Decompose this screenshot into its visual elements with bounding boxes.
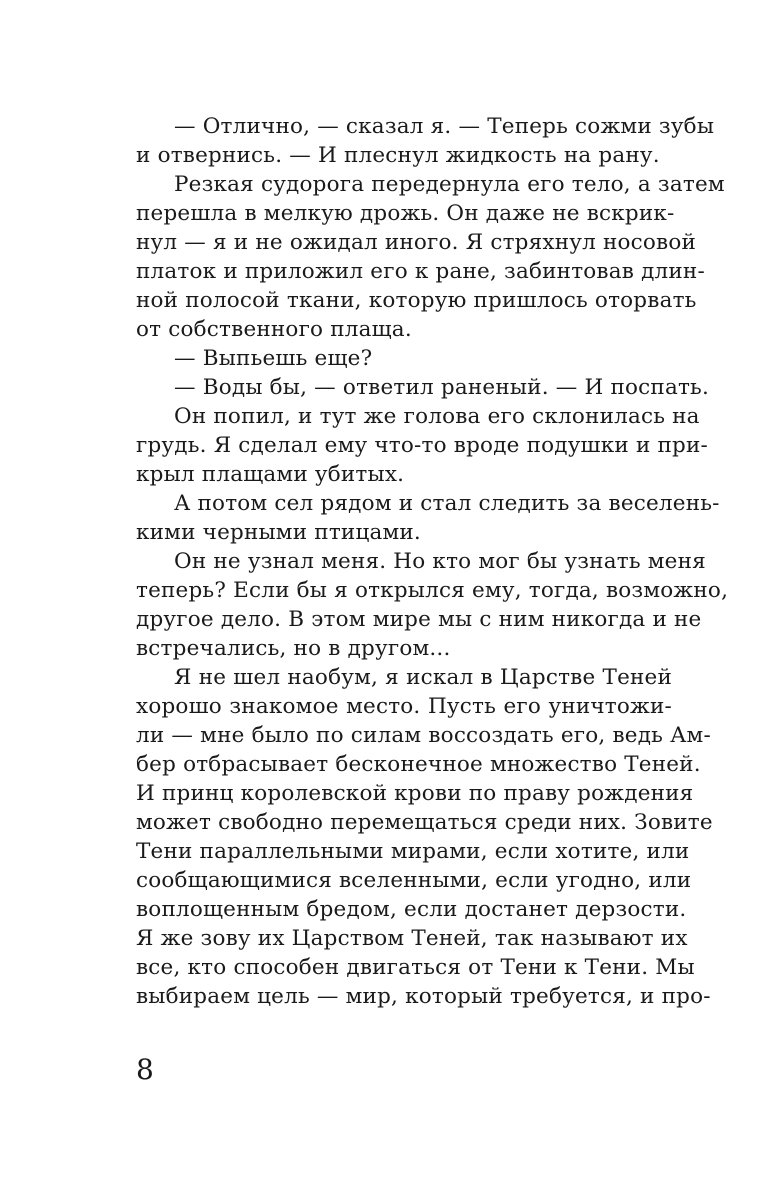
text-line: Я не шел наобум, я искал в Царстве Теней xyxy=(174,665,672,690)
text-line: кими черными птицами. xyxy=(136,520,421,545)
text-line: — Выпьешь еще? xyxy=(174,346,373,371)
text-line: сообщающимися вселенными, если угодно, или xyxy=(136,868,692,893)
text-line: встречались, но в другом... xyxy=(136,636,451,661)
text-line: Он попил, и тут же голова его склонилась на xyxy=(174,404,700,429)
text-line: может свободно перемещаться среди них. Зовите xyxy=(136,810,713,835)
text-line: крыл плащами убитых. xyxy=(136,462,405,487)
text-line: хорошо знакомое место. Пусть его уничтожи- xyxy=(136,694,672,719)
text-line: Я же зову их Царством Теней, так называют их xyxy=(136,926,688,951)
text-line: платок и приложил его к ране, забинтовав длин- xyxy=(136,259,705,284)
text-line: выбираем цель — мир, который требуется, и про- xyxy=(136,984,711,1009)
text-line: И принц королевской крови по праву рождения xyxy=(136,781,694,806)
text-line: — Воды бы, — ответил раненый. — И поспать. xyxy=(174,375,709,400)
body-text xyxy=(136,112,729,1011)
text-line: другое дело. В этом мире мы с ним никогда и не xyxy=(136,607,702,632)
text-line: — Отлично, — сказал я. — Теперь сожми зубы xyxy=(174,114,715,139)
text-line: грудь. Я сделал ему что-то вроде подушки и при- xyxy=(136,433,708,458)
text-line: Тени параллельными мирами, если хотите, или xyxy=(136,839,690,864)
text-line: перешла в мелкую дрожь. Он даже не вскрик- xyxy=(136,201,675,226)
text-line: и отвернись. — И плеснул жидкость на рану. xyxy=(136,143,660,168)
text-line: Он не узнал меня. Но кто мог бы узнать меня xyxy=(174,549,706,574)
text-line: от собственного плаща. xyxy=(136,317,412,342)
text-line: А потом сел рядом и стал следить за веселень- xyxy=(174,491,720,516)
text-line: все, кто способен двигаться от Тени к Тени. Мы xyxy=(136,955,695,980)
text-line: бер отбрасывает бесконечное множество Теней. xyxy=(136,752,701,777)
text-line: нул — я и не ожидал иного. Я стряхнул носовой xyxy=(136,230,697,255)
text-line: ной полосой ткани, которую пришлось оторвать xyxy=(136,288,697,313)
text-line: теперь? Если бы я открылся ему, тогда, возможно, xyxy=(136,578,729,603)
text-line: ли — мне было по силам воссоздать его, ведь Ам- xyxy=(136,723,711,748)
page-number: 8 xyxy=(136,1053,154,1086)
text-line: Резкая судорога передернула его тело, а затем xyxy=(174,172,725,197)
text-line: воплощенным бредом, если достанет дерзости. xyxy=(136,897,687,922)
